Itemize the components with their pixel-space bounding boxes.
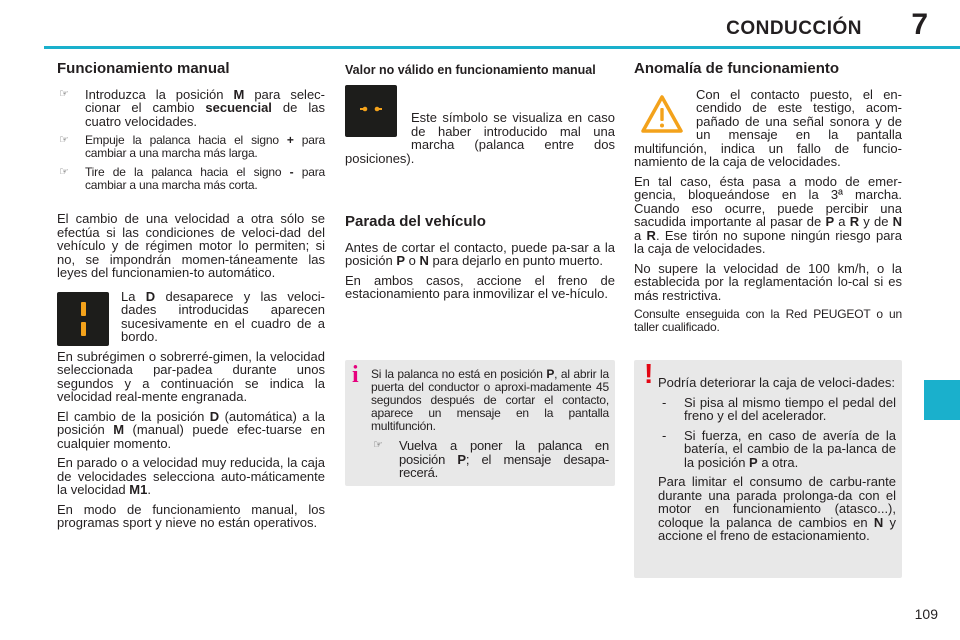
hand-pointer-icon: ☞ bbox=[59, 166, 69, 178]
paragraph: En tal caso, ésta pasa a modo de emer-gencia, bloqueándose en la 3ª marcha. Cuando eso ocurre, puede percibir una sacudida importante al pasar de P a R y de N a R. Ese tirón no supone ningún riesgo para la caja de velocidades. bbox=[634, 173, 902, 256]
info-paragraph: Si la palanca no está en posición P, al abrir la puerta del conductor o aproxi-madamente 45 segundos después de cortar el contacto, aparece un mensaje en la pantalla multifunción. bbox=[371, 367, 609, 433]
warning-box bbox=[634, 360, 902, 578]
manual-mode-heading: Funcionamiento manual bbox=[57, 60, 230, 77]
warning-intro: Podría deteriorar la caja de veloci-dades: bbox=[658, 375, 896, 390]
list-item: - Si fuerza, en caso de avería de la batería, el cambio de la pa-lanca de la posición P a otra. bbox=[662, 427, 896, 470]
left-column bbox=[57, 62, 325, 536]
list-item: ☞ Introduzca la posición M para selec-cionar el cambio secuencial de las cuatro velocidades. bbox=[59, 86, 325, 129]
paragraph: En parado o a velocidad muy reducida, la caja de velocidades selecciona auto-máticamente la velocidad M1. bbox=[57, 455, 325, 497]
exclamation-icon: ! bbox=[644, 358, 654, 389]
warning-triangle-icon bbox=[640, 94, 684, 134]
middle-column bbox=[345, 64, 615, 307]
invalid-value-subheading: Valor no válido en funcionamiento manual bbox=[345, 63, 596, 77]
paragraph: En modo de funcionamiento manual, los programas sport y nieve no están operativos. bbox=[57, 501, 325, 530]
dash-indicator-icon bbox=[345, 85, 397, 137]
paragraph: Consulte enseguida con la Red PEUGEOT o un taller cualificado. bbox=[634, 307, 902, 334]
hand-pointer-icon: ☞ bbox=[373, 439, 383, 451]
list-item: ☞ Empuje la palanca hacia el signo + para cambiar a una marcha más larga. bbox=[59, 133, 325, 160]
chapter-number: 7 bbox=[911, 8, 928, 41]
list-item: ☞ Vuelva a poner la palanca en posición P; el mensaje desapa-recerá. bbox=[373, 438, 609, 480]
page-number: 109 bbox=[914, 606, 938, 622]
paragraph: En ambos casos, accione el freno de estacionamiento para inmovilizar el ve-hículo. bbox=[345, 272, 615, 301]
paragraph: El cambio de una velocidad a otra sólo se efectúa si las condiciones de veloci-dad del vehículo y de régimen motor lo permiten; si no, se impondrán momen-táneamente las leyes del funcionamien-to automático. bbox=[57, 211, 325, 280]
hand-pointer-icon: ☞ bbox=[59, 87, 69, 100]
paragraph: No supere la velocidad de 100 km/h, o la establecida por la reglamentación lo-cal si es más restrictiva. bbox=[634, 260, 902, 303]
info-box bbox=[345, 360, 615, 486]
symbol-description: Este símbolo se visualiza en caso de haber introducido mal una marcha (palanca entre dos posiciones). bbox=[345, 83, 615, 171]
hand-pointer-icon: ☞ bbox=[59, 134, 69, 146]
warning-light-description: Con el contacto puesto, el en-cendido de este testigo, acom-pañado de una señal sonora y de un mensaje en la pantalla multifunción, indica un fallo de funcio-namiento de la caja de velocidades. bbox=[634, 86, 902, 169]
paragraph-with-icon: La D desaparece y las veloci-dades introducidas aparecen sucesivamente en el cuadro de a bordo. En subrégimen o sobrerré-gimen, la velocidad seleccionada par-padea durante unos segundos y a continuación se indica la velocidad real-mente engranada. bbox=[57, 288, 325, 404]
vehicle-stop-heading: Parada del vehículo bbox=[345, 213, 486, 230]
paragraph: El cambio de la posición D (automática) a la posición M (manual) puede efec-tuarse en cualquier momento. bbox=[57, 408, 325, 451]
info-icon: i bbox=[352, 362, 359, 388]
right-column bbox=[634, 62, 902, 340]
warning-paragraph: Para limitar el consumo de carbu-rante durante una parada prolonga-da con el motor en funcionamiento (atasco...), coloque la palanca de cambios en N y accione el freno de estacionamiento. bbox=[658, 474, 896, 543]
list-item: ☞ Tire de la palanca hacia el signo - para cambiar a una marcha más corta. bbox=[59, 165, 325, 192]
malfunction-heading: Anomalía de funcionamiento bbox=[634, 60, 840, 77]
gear-indicator-icon bbox=[57, 292, 109, 346]
header-rule bbox=[44, 46, 960, 49]
list-item: - Si pisa al mismo tiempo el pedal del freno y el del acelerador. bbox=[662, 394, 896, 423]
paragraph: Antes de cortar el contacto, puede pa-sar a la posición P o N para dejarlo en punto muerto. bbox=[345, 239, 615, 268]
chapter-side-tab bbox=[924, 380, 960, 420]
chapter-title: CONDUCCIÓN bbox=[726, 18, 862, 39]
